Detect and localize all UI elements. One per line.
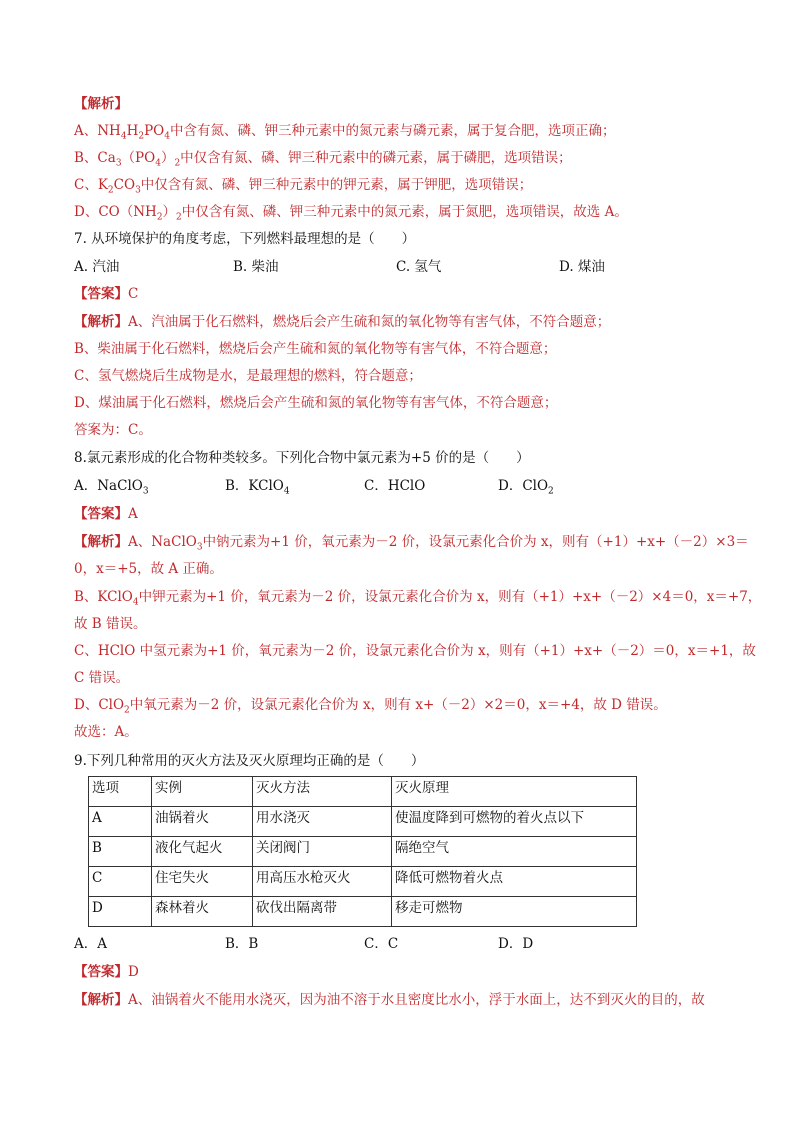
table-cell: 油锅着火 — [152, 807, 253, 837]
table-cell: 砍伐出隔离带 — [253, 897, 392, 927]
q7-analysis-b: B、柴油属于化石燃料，燃烧后会产生硫和氮的氧化物等有害气体，不符合题意； — [74, 341, 557, 357]
q9-option-a: A．A — [74, 936, 107, 952]
q8-analysis-b-line2: 故 B 错误。 — [74, 616, 147, 632]
q9-option-d: D．D — [498, 936, 534, 952]
q9-option-b: B．B — [225, 936, 259, 952]
table-cell: 用高压水枪灭火 — [253, 867, 392, 897]
table-cell: C — [89, 867, 152, 897]
q8-answer: 【答案】A — [74, 506, 138, 522]
table-header-cell: 灭火原理 — [392, 777, 637, 807]
q7-option-b: B. 柴油 — [233, 259, 279, 275]
q8-option-c: C．HClO — [364, 478, 426, 494]
q7-analysis-d: D、煤油属于化石燃料，燃烧后会产生硫和氮的氧化物等有害气体，不符合题意； — [74, 395, 558, 411]
q7-conclusion: 答案为：C。 — [74, 422, 152, 438]
table-cell: D — [89, 897, 152, 927]
table-cell: 移走可燃物 — [392, 897, 637, 927]
table-cell: 关闭阀门 — [253, 837, 392, 867]
q6-analysis-b: B、$Ca_3(PO_4)_2$中仅含有氮、磷、钾三种元素中的磷元素，属于磷肥，选项错误； — [74, 150, 572, 169]
q9-option-c: C．C — [364, 936, 399, 952]
q8-option-d: D．ClO$_2$ — [498, 478, 554, 497]
q6-analysis-d: D、$CO(NH_2)_2$中仅含有氮、磷、钾三种元素中的氮元素，属于氮肥，选项错误，故选 A。 — [74, 204, 628, 223]
table-cell: 液化气起火 — [152, 837, 253, 867]
q9-table — [88, 776, 637, 927]
q8-analysis-b-line1: B、KClO$_4$中钾元素为+1 价，氧元素为－2 价，设氯元素化合价为 x，则有（+1）+x+（－2）×4＝0，x＝+7， — [74, 589, 762, 608]
q8-analysis-c-line1: C、HClO 中氢元素为+1 价，氧元素为－2 价，设氯元素化合价为 x，则有（+1）+x+（－2）＝0，x＝+1，故 — [74, 643, 756, 659]
q9-stem: 9.下列几种常用的灭火方法及灭火原理均正确的是（ ） — [74, 753, 425, 769]
table-cell: 降低可燃物着火点 — [392, 867, 637, 897]
q8-analysis-a-line2: 0，x＝+5，故 A 正确。 — [74, 561, 223, 577]
table-row — [89, 807, 637, 837]
q7-option-d: D. 煤油 — [559, 259, 605, 275]
table-row — [89, 867, 637, 897]
q9-analysis-a: 【解析】A、油锅着火不能用水浇灭，因为油不溶于水且密度比水小，浮于水面上，达不到灭火的目的，故 — [74, 992, 705, 1008]
table-cell: 住宅失火 — [152, 867, 253, 897]
q8-option-b: B．KClO$_4$ — [225, 478, 290, 497]
q7-answer: 【答案】C — [74, 286, 139, 302]
table-header-row — [89, 777, 637, 807]
q8-analysis-c-line2: C 错误。 — [74, 670, 130, 686]
q8-analysis-a-line1: 【解析】A、NaClO$_3$中钠元素为+1 价，氧元素为－2 价，设氯元素化合价为 x，则有（+1）+x+（－2）×3＝ — [74, 534, 749, 553]
table-cell: A — [89, 807, 152, 837]
q7-option-c: C. 氢气 — [396, 259, 442, 275]
q7-stem: 7. 从环境保护的角度考虑，下列燃料最理想的是（ ） — [74, 231, 416, 247]
q8-stem: 8.氯元素形成的化合物种类较多。下列化合物中氯元素为+5 价的是（ ） — [74, 450, 530, 466]
table-row — [89, 897, 637, 927]
q8-conclusion: 故选：A。 — [74, 724, 138, 740]
q8-analysis-d: D、ClO$_2$中氧元素为－2 价，设氯元素化合价为 x，则有 x+（－2）×2＝0，x＝+4，故 D 错误。 — [74, 697, 667, 716]
q9-answer: 【答案】D — [74, 964, 139, 980]
q7-option-a: A. 汽油 — [74, 259, 120, 275]
table-header-cell: 选项 — [89, 777, 152, 807]
table-header-cell: 灭火方法 — [253, 777, 392, 807]
q8-option-a: A．NaClO$_3$ — [74, 478, 149, 497]
analysis-heading: 【解析】 — [74, 96, 128, 112]
table-cell: 森林着火 — [152, 897, 253, 927]
q6-analysis-c: C、$K_2CO_3$中仅含有氮、磷、钾三种元素中的钾元素，属于钾肥，选项错误； — [74, 177, 533, 196]
q7-analysis-c: C、氢气燃烧后生成物是水，是最理想的燃料，符合题意； — [74, 368, 422, 384]
table-cell: 使温度降到可燃物的着火点以下 — [392, 807, 637, 837]
table-cell: B — [89, 837, 152, 867]
table-row — [89, 837, 637, 867]
q6-analysis-a: A、$NH_4H_2PO_4$中含有氮、磷、钾三种元素中的氮元素与磷元素，属于复合肥，选项正确； — [74, 123, 616, 142]
q7-analysis-a: 【解析】A、汽油属于化石燃料，燃烧后会产生硫和氮的氧化物等有害气体，不符合题意； — [74, 314, 611, 330]
table-cell: 用水浇灭 — [253, 807, 392, 837]
table-header-cell: 实例 — [152, 777, 253, 807]
table-cell: 隔绝空气 — [392, 837, 637, 867]
